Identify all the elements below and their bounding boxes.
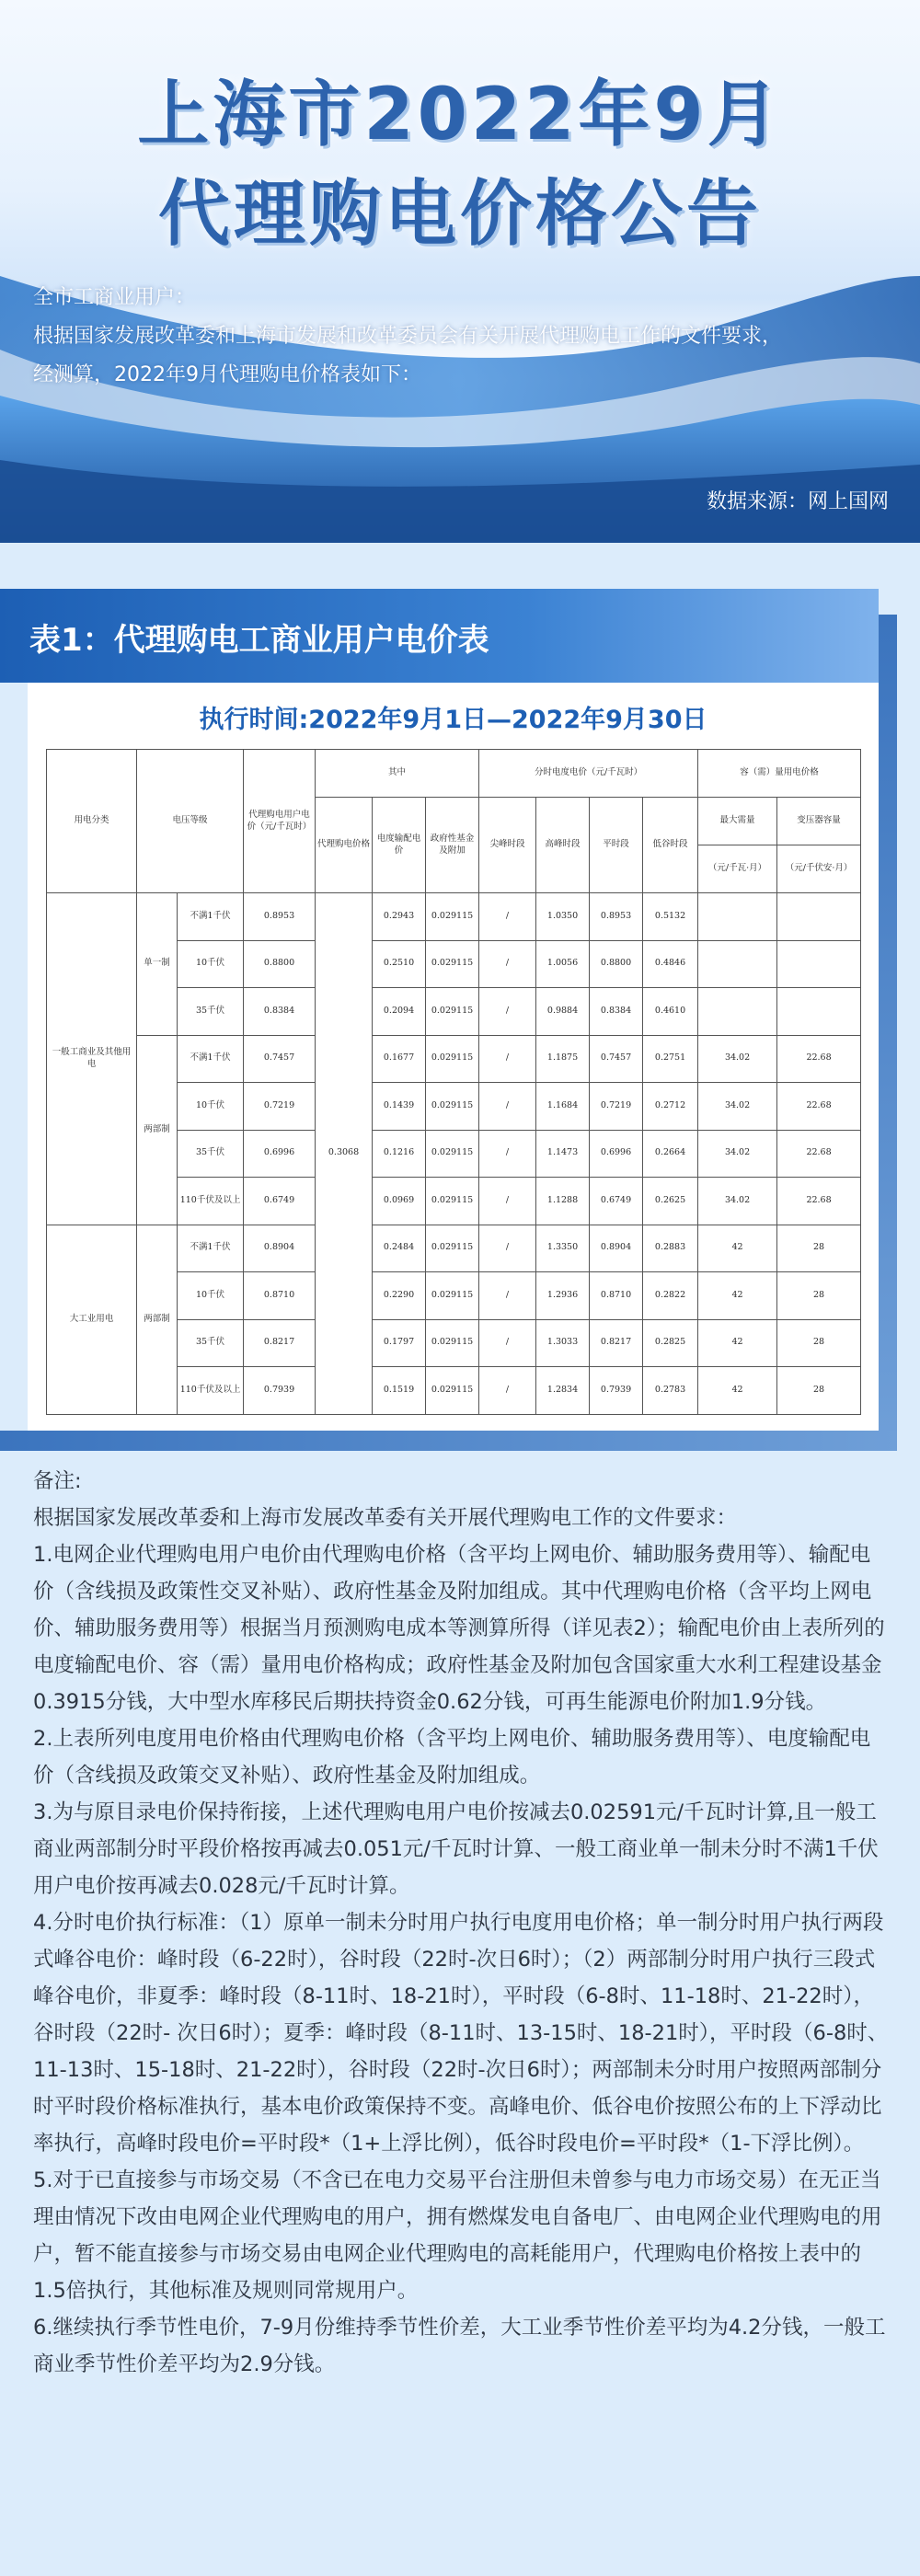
cell-demand: 34.02 — [698, 1035, 777, 1083]
group-large: 大工业用电 — [47, 1225, 137, 1414]
cell-valley: 0.2664 — [643, 1130, 698, 1178]
table-row — [47, 1035, 861, 1083]
intro-salutation: 全市工商业用户： — [33, 286, 196, 309]
header-price: 代理购电用户电价（元/千瓦时） — [244, 750, 316, 893]
cell-voltage: 110千伏及以上 — [178, 1178, 244, 1225]
section-title: 表1：代理购电工商业用户电价表 — [29, 622, 489, 659]
group-two-part-large: 两部制 — [137, 1225, 178, 1414]
cell-voltage: 不满1千伏 — [178, 1225, 244, 1272]
header-max-demand: 最大需量 — [698, 798, 777, 845]
header-transformer: 变压器容量 — [777, 798, 861, 845]
cell-fund: 0.029115 — [426, 1367, 479, 1415]
cell-fund: 0.029115 — [426, 940, 479, 988]
cell-valley: 0.2883 — [643, 1225, 698, 1272]
cell-transformer: 22.68 — [777, 1178, 861, 1225]
hero-banner — [0, 0, 920, 543]
cell-voltage: 不满1千伏 — [178, 1035, 244, 1083]
table-row — [47, 1225, 861, 1272]
header-peak: 高峰时段 — [536, 798, 590, 893]
cell-price: 0.8800 — [244, 940, 316, 988]
note-item-3: 3.为与原目录电价保持衔接，上述代理购电用户电价按减去0.02591元/千瓦时计算,且一般工商业两部制分时平段价格按再减去0.051元/千瓦时计算、一般工商业单一制未分时不满1千伏用户电价按再减去0.028元/千瓦时计算。 — [33, 1800, 879, 1898]
cell-valley: 0.5132 — [643, 893, 698, 941]
header-proxy-price: 代理购电价格 — [316, 798, 373, 893]
cell-price: 0.8217 — [244, 1319, 316, 1367]
cell-valley: 0.4846 — [643, 940, 698, 988]
cell-valley: 0.2712 — [643, 1083, 698, 1131]
cell-price: 0.8904 — [244, 1225, 316, 1272]
cell-fund: 0.029115 — [426, 1319, 479, 1367]
cell-flat: 0.6749 — [590, 1178, 643, 1225]
cell-flat: 0.8710 — [590, 1272, 643, 1320]
cell-voltage: 35千伏 — [178, 988, 244, 1036]
cell-voltage: 10千伏 — [178, 1272, 244, 1320]
header-flat: 平时段 — [590, 798, 643, 893]
cell-transformer: 22.68 — [777, 1083, 861, 1131]
cell-transformer: 28 — [777, 1225, 861, 1272]
cell-sharp: / — [479, 1130, 536, 1178]
cell-price: 0.8710 — [244, 1272, 316, 1320]
cell-trans: 0.1216 — [373, 1130, 426, 1178]
cell-fund: 0.029115 — [426, 988, 479, 1036]
cell-voltage: 35千伏 — [178, 1319, 244, 1367]
header-sharp: 尖峰时段 — [479, 798, 536, 893]
cell-sharp: / — [479, 1178, 536, 1225]
notes-section — [33, 1463, 889, 2383]
header-transmission: 电度输配电价 — [373, 798, 426, 893]
cell-valley: 0.2822 — [643, 1272, 698, 1320]
cell-valley: 0.2751 — [643, 1035, 698, 1083]
group-single: 单一制 — [137, 893, 178, 1036]
cell-flat: 0.8800 — [590, 940, 643, 988]
cell-trans: 0.2943 — [373, 893, 426, 941]
notes-intro: 根据国家发展改革委和上海市发展改革委有关开展代理购电工作的文件要求： — [33, 1506, 738, 1530]
cell-trans: 0.2510 — [373, 940, 426, 988]
intro-paragraph-1: 根据国家发展改革委和上海市发展和改革委员会有关开展代理购电工作的文件要求， — [33, 325, 783, 348]
cell-price: 0.6749 — [244, 1178, 316, 1225]
note-item-6: 6.继续执行季节性电价，7-9月份维持季节性价差，大工业季节性价差平均为4.2分钱，一般工商业季节性价差平均为2.9分钱。 — [33, 2316, 886, 2376]
header-valley: 低谷时段 — [643, 798, 698, 893]
cell-voltage: 不满1千伏 — [178, 893, 244, 941]
cell-sharp: / — [479, 1367, 536, 1415]
cell-sharp: / — [479, 1272, 536, 1320]
cell-price: 0.8953 — [244, 893, 316, 941]
cell-demand: 34.02 — [698, 1178, 777, 1225]
cell-fund: 0.029115 — [426, 1225, 479, 1272]
cell-transformer: 28 — [777, 1319, 861, 1367]
cell-demand — [698, 893, 777, 941]
cell-flat: 0.7219 — [590, 1083, 643, 1131]
cell-fund: 0.029115 — [426, 1083, 479, 1131]
cell-price: 0.7457 — [244, 1035, 316, 1083]
cell-trans: 0.2484 — [373, 1225, 426, 1272]
cell-demand: 42 — [698, 1319, 777, 1367]
cell-trans: 0.1519 — [373, 1367, 426, 1415]
cell-flat: 0.7457 — [590, 1035, 643, 1083]
cell-peak: 1.2936 — [536, 1272, 590, 1320]
cell-demand: 34.02 — [698, 1130, 777, 1178]
cell-trans: 0.2290 — [373, 1272, 426, 1320]
section-frame-right — [879, 615, 897, 1443]
header-voltage: 电压等级 — [137, 750, 244, 893]
cell-price: 0.7219 — [244, 1083, 316, 1131]
cell-demand — [698, 940, 777, 988]
cell-peak: 1.1288 — [536, 1178, 590, 1225]
cell-voltage: 110千伏及以上 — [178, 1367, 244, 1415]
cell-peak: 1.1875 — [536, 1035, 590, 1083]
cell-sharp: / — [479, 893, 536, 941]
intro-paragraph-2: 经测算，2022年9月代理购电价格表如下： — [33, 363, 421, 386]
cell-peak: 1.0350 — [536, 893, 590, 941]
cell-demand: 34.02 — [698, 1083, 777, 1131]
note-item-2: 2.上表所列电度用电价格由代理购电价格（含平均上网电价、辅助服务费用等）、电度输配电价（含线损及政策交叉补贴）、政府性基金及附加组成。 — [33, 1727, 871, 1788]
section-header — [0, 589, 879, 683]
cell-trans: 0.2094 — [373, 988, 426, 1036]
cell-sharp: / — [479, 988, 536, 1036]
cell-peak: 1.3350 — [536, 1225, 590, 1272]
cell-transformer — [777, 893, 861, 941]
cell-price: 0.6996 — [244, 1130, 316, 1178]
cell-demand: 42 — [698, 1272, 777, 1320]
cell-peak: 0.9884 — [536, 988, 590, 1036]
cell-demand — [698, 988, 777, 1036]
cell-fund: 0.029115 — [426, 1178, 479, 1225]
cell-flat: 0.8217 — [590, 1319, 643, 1367]
note-item-5: 5.对于已直接参与市场交易（不含已在电力交易平台注册但未曾参与电力市场交易）在无正当理由情况下改由电网企业代理购电的用户，拥有燃煤发电自备电厂、由电网企业代理购电的用户，暂不能直接参与市场交易由电网企业代理购电的高耗能用户，代理购电价格按上表中的1.5倍执行，其他标准及规则同常规用户。 — [33, 2168, 882, 2303]
header-unit-transformer: （元/千伏安·月） — [777, 845, 861, 893]
cell-valley: 0.2825 — [643, 1319, 698, 1367]
section-frame-bottom — [0, 1431, 897, 1451]
group-two-part: 两部制 — [137, 1035, 178, 1225]
header-category: 用电分类 — [47, 750, 137, 893]
header-unit-demand: （元/千瓦·月） — [698, 845, 777, 893]
cell-trans: 0.0969 — [373, 1178, 426, 1225]
cell-peak: 1.1684 — [536, 1083, 590, 1131]
cell-peak: 1.2834 — [536, 1367, 590, 1415]
cell-voltage: 10千伏 — [178, 940, 244, 988]
cell-transformer — [777, 988, 861, 1036]
price-table — [46, 749, 861, 1415]
cell-transformer: 22.68 — [777, 1035, 861, 1083]
cell-flat: 0.7939 — [590, 1367, 643, 1415]
cell-voltage: 35千伏 — [178, 1130, 244, 1178]
price-table-card — [28, 683, 879, 1431]
cell-transformer: 22.68 — [777, 1130, 861, 1178]
cell-sharp: / — [479, 940, 536, 988]
cell-trans: 0.1677 — [373, 1035, 426, 1083]
cell-transformer — [777, 940, 861, 988]
cell-price: 0.7939 — [244, 1367, 316, 1415]
cell-price: 0.8384 — [244, 988, 316, 1036]
execution-period: 执行时间:2022年9月1日—2022年9月30日 — [199, 706, 707, 734]
header-tou: 分时电度电价（元/千瓦时） — [479, 750, 698, 798]
cell-fund: 0.029115 — [426, 1272, 479, 1320]
cell-valley: 0.2783 — [643, 1367, 698, 1415]
cell-fund: 0.029115 — [426, 1130, 479, 1178]
notes-heading: 备注: — [33, 1469, 82, 1493]
cell-sharp: / — [479, 1319, 536, 1367]
table-row — [47, 893, 861, 941]
cell-demand: 42 — [698, 1225, 777, 1272]
cell-flat: 0.8904 — [590, 1225, 643, 1272]
cell-transformer: 28 — [777, 1272, 861, 1320]
cell-flat: 0.8953 — [590, 893, 643, 941]
cell-trans: 0.1797 — [373, 1319, 426, 1367]
note-item-4: 4.分时电价执行标准：（1）原单一制未分时用户执行电度用电价格；单一制分时用户执行两段式峰谷电价：峰时段（6-22时），谷时段（22时-次日6时）；（2）两部制分时用户执行三段式峰谷电价，非夏季：峰时段（8-11时、18-21时），平时段（6-8时、11-18时、21-22时），谷时段（22时- 次日6时）；夏季：峰时段（8-11时、13-15时、18-21时），平时段（6-8时、11-13时、15-18时、21-22时），谷时段（22时-次日6时）；两部制未分时用户按照两部制分时平时段价格标准执行，基本电价政策保持不变。高峰电价、低谷电价按照公布的上下浮动比率执行，高峰时段电价=平时段*（1+上浮比例），低谷时段电价=平时段*（1-下浮比例）。 — [33, 1911, 889, 2156]
note-item-1: 1.电网企业代理购电用户电价由代理购电价格（含平均上网电价、辅助服务费用等）、输配电价（含线损及政策性交叉补贴）、政府性基金及附加组成。其中代理购电价格（含平均上网电价、辅助服务费用等）根据当月预测购电成本等测算所得（详见表2）；输配电价由上表所列的电度输配电价、容（需）量用电价格构成；政府性基金及附加包含国家重大水利工程建设基金0.3915分钱，大中型水库移民后期扶持资金0.62分钱，可再生能源电价附加1.9分钱。 — [33, 1543, 885, 1714]
cell-sharp: / — [479, 1083, 536, 1131]
page-title-line1: 上海市2022年9月 — [137, 74, 783, 156]
group-general: 一般工商业及其他用电 — [47, 893, 137, 1225]
cell-valley: 0.2625 — [643, 1178, 698, 1225]
cell-sharp: / — [479, 1035, 536, 1083]
cell-sharp: / — [479, 1225, 536, 1272]
cell-voltage: 10千伏 — [178, 1083, 244, 1131]
header-gov-fund: 政府性基金及附加 — [426, 798, 479, 893]
cell-fund: 0.029115 — [426, 893, 479, 941]
cell-peak: 1.0056 — [536, 940, 590, 988]
cell-flat: 0.6996 — [590, 1130, 643, 1178]
header-capacity: 容（需）量用电价格 — [698, 750, 861, 798]
page-title-line2: 代理购电价格公告 — [157, 173, 762, 256]
cell-peak: 1.3033 — [536, 1319, 590, 1367]
data-source-label: 数据来源：网上国网 — [706, 490, 889, 513]
cell-fund: 0.029115 — [426, 1035, 479, 1083]
cell-valley: 0.4610 — [643, 988, 698, 1036]
cell-transformer: 28 — [777, 1367, 861, 1415]
cell-trans: 0.1439 — [373, 1083, 426, 1131]
cell-flat: 0.8384 — [590, 988, 643, 1036]
header-among: 其中 — [316, 750, 479, 798]
cell-demand: 42 — [698, 1367, 777, 1415]
cell-proxy-price: 0.3068 — [316, 893, 373, 1415]
cell-peak: 1.1473 — [536, 1130, 590, 1178]
